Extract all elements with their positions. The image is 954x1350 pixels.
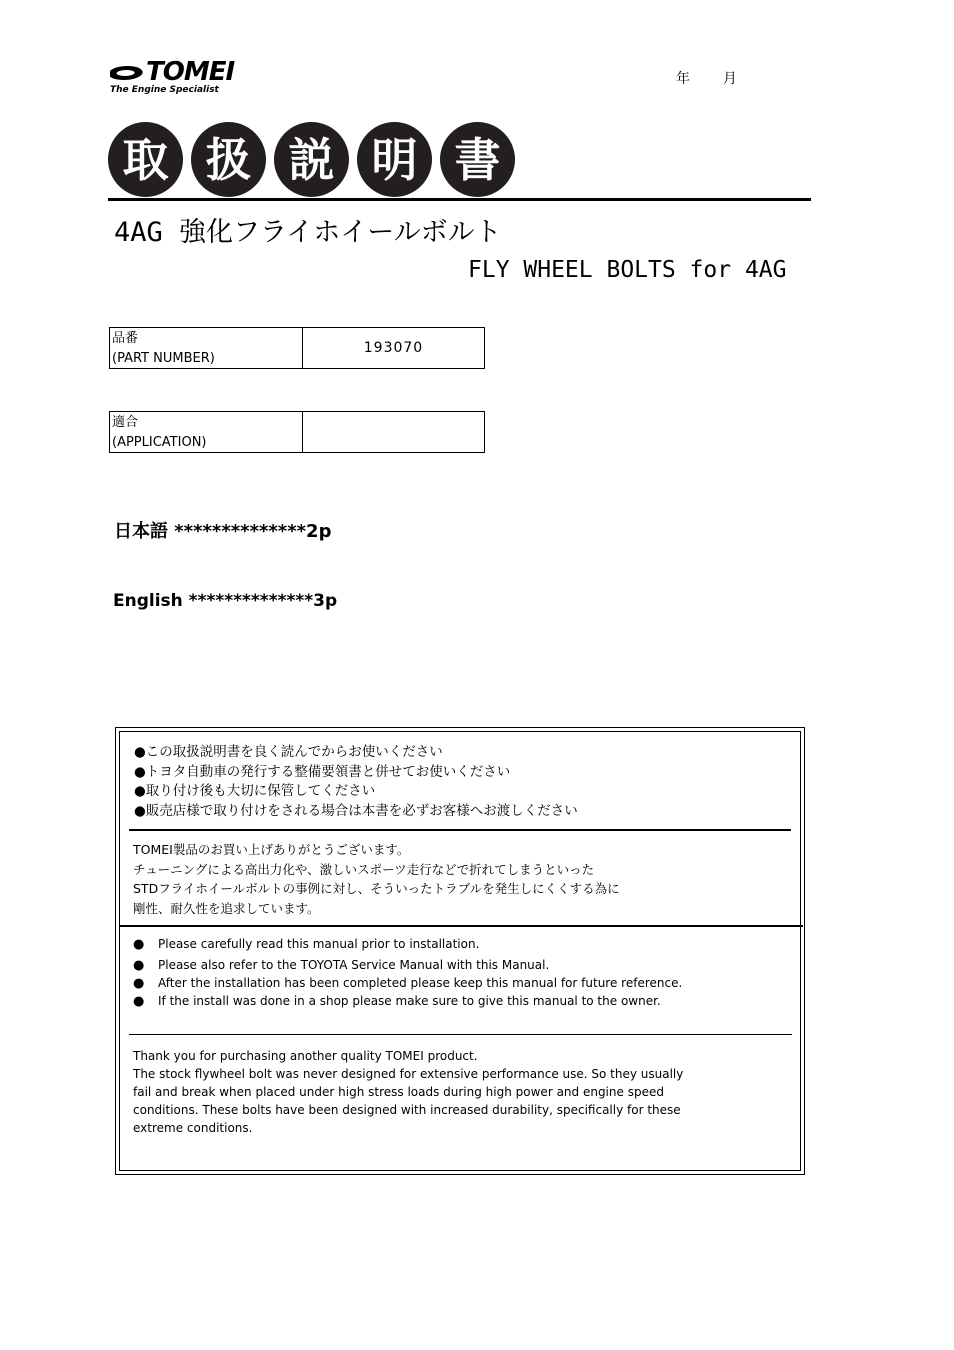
brand-tagline: The Engine Specialist [110,85,219,95]
bullet-icon: ● [133,976,145,991]
notice-divider [129,1034,792,1035]
paragraph-line: STDフライホイールボルトの事例に対し、そういったトラブルを発生しにくくする為に [133,881,620,896]
title-char: 説 [274,122,349,197]
part-number-table [109,327,485,369]
list-item-text: If the install was done in a shop please make sure to give this manual to the owner. [158,994,661,1008]
paragraph-line: TOMEI製品のお買い上げありがとうございます。 [133,842,410,857]
paragraph-line: conditions. These bolts have been designed with increased durability, specifically for these [133,1103,681,1117]
list-item-text: Please also refer to the TOYOTA Service Manual with this Manual. [158,958,550,972]
list-item: ●トヨタ自動車の発行する整備要領書と併せてお使いください [134,763,511,780]
title-char: 扱 [191,122,266,197]
brand-name: TOMEI [146,57,235,87]
part-number-value: 193070 [363,340,424,356]
title-char: 書 [440,122,515,197]
notice-en-paragraph [133,1047,683,1137]
application-label-ja: 適合 [112,415,139,430]
notice-ja-bullets [134,743,578,821]
paragraph-line: チューニングによる高出力化や、激しいスポーツ走行などで折れてしまうといった [133,861,595,877]
tomei-logo-mark-icon [110,64,150,82]
list-item-text: Please carefully read this manual prior to installation. [158,937,480,951]
bullet-icon: ● [133,937,145,952]
notice-divider [129,829,791,831]
paragraph-line: The stock flywheel bolt was never designed for extensive performance use. So they usually [133,1067,684,1081]
notice-divider [119,925,803,927]
product-name-ja: 4AG 強化フライホイールボルト [114,217,502,248]
date-field [676,68,737,88]
bullet-icon: ● [133,958,145,973]
application-label-en: (APPLICATION) [112,435,207,450]
notice-ja-paragraph [133,840,620,918]
date-year-label: 年 [676,71,690,87]
title-char: 明 [357,122,432,197]
list-item: ●取り付け後も大切に保管してください [134,783,376,799]
paragraph-line: extreme conditions. [133,1121,253,1135]
toc-english: English **************3p [113,591,338,611]
title-char: 取 [108,122,183,197]
paragraph-line: fail and break when placed under high stress loads during high power and engine speed [133,1085,664,1099]
toc-japanese: 日本語 **************2p [114,521,332,542]
tomei-logo [110,57,260,98]
application-label [110,412,303,452]
bullet-icon: ● [133,994,145,1009]
manual-title [108,122,515,198]
list-item: ●販売店様で取り付けをされる場合は本書を必ずお客様へお渡しください [134,802,578,819]
list-item: ●この取扱説明書を良く読んでからお使いください [134,744,443,760]
product-name-en: FLY WHEEL BOLTS for 4AG [468,257,787,283]
part-number-label-ja: 品番 [112,331,139,346]
application-value [303,412,484,452]
paragraph-line: Thank you for purchasing another quality TOMEI product. [133,1049,478,1063]
part-number-label [110,328,303,368]
part-number-label-en: (PART NUMBER) [112,351,215,366]
title-divider [108,198,811,201]
application-table [109,411,485,453]
paragraph-line: 剛性、耐久性を追求しています。 [133,900,320,916]
list-item-text: After the installation has been completed please keep this manual for future reference. [158,976,683,990]
date-month-label: 月 [722,71,737,87]
